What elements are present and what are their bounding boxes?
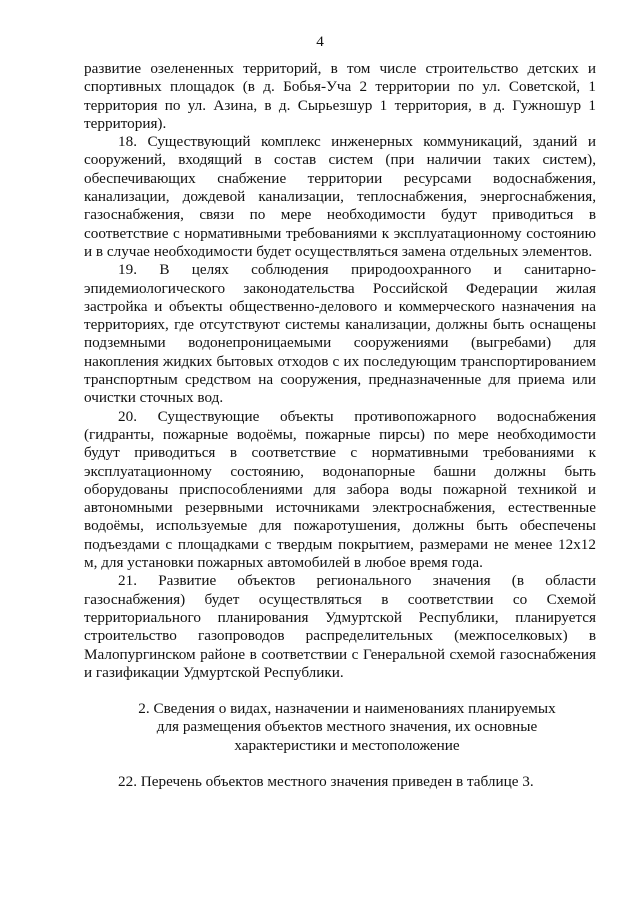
paragraph-22: 22. Перечень объектов местного значения приведен в таблице 3. [118,772,534,790]
section-heading-line-3: характеристики и местоположение [234,736,460,754]
paragraph-17-continuation: развитие озелененных территорий, в том числе строительство детских и спортивных площадок (в д. Бобья-Уча 2 территории по ул. Советской, 1 территория по ул. Азина, в д. Сырьезшур 1 территория, в д. Гужношур 1 территория). [84,60,596,132]
paragraph-21: 21. Развитие объектов регионального значения (в области газоснабжения) будет осуществляться в соответствии со Схемой территориального планирования Удмуртской Республики, планируется строительство газопроводов распределительных (межпоселковых) в Малопургинском районе в соответствии с Генеральной схемой газоснабжения и газификации Удмуртской Республики. [84,572,596,681]
page-number: 4 [316,33,324,50]
paragraph-20: 20. Существующие объекты противопожарного водоснабжения (гидранты, пожарные водоёмы, пожарные пирсы) по мере необходимости будут приводиться в соответствие с нормативными требованиями к эксплуатационному состоянию, водонапорные башни должны быть оборудованы приспособлениями для забора воды пожарной техникой и автономными резервными источниками электроснабжения, естественные водоёмы, используемые для пожаротушения, должны быть обеспечены подъездами с площадками с твердым покрытием, размерами не менее 12х12 м, для установки пожарных автомобилей в любое время года. [84,407,596,572]
paragraph-18: 18. Существующий комплекс инженерных коммуникаций, зданий и сооружений, входящий в состав систем (при наличии таких систем), обеспечивающих снабжение территории ресурсами водоснабжения, канализации, дождевой канализации, теплоснабжения, энергоснабжения, газоснабжения, связи по мере необходимости будут приводиться в соответствие с нормативными требованиями к эксплуатационному состоянию и в случае необходимости будет осуществляться замена отдельных элементов. [84,133,596,260]
document-body [84,60,596,791]
section-heading [98,700,596,755]
paragraph-19: 19. В целях соблюдения природоохранного и санитарно-эпидемиологического законодательства Российской Федерации жилая застройка и объекты общественно-делового и коммерческого назначения на территориях, где отсутствуют системы канализации, должны быть оснащены подземными водонепроницаемыми сооружениями (выгребами) для накопления жидких бытовых отходов с их последующим транспортированием транспортным средством на сооружения, предназначенные для приема или очистки сточных вод. [84,261,596,407]
section-heading-line-1: 2. Сведения о видах, назначении и наименованиях планируемых [138,700,556,718]
section-heading-line-2: для размещения объектов местного значения, их основные [156,718,538,736]
